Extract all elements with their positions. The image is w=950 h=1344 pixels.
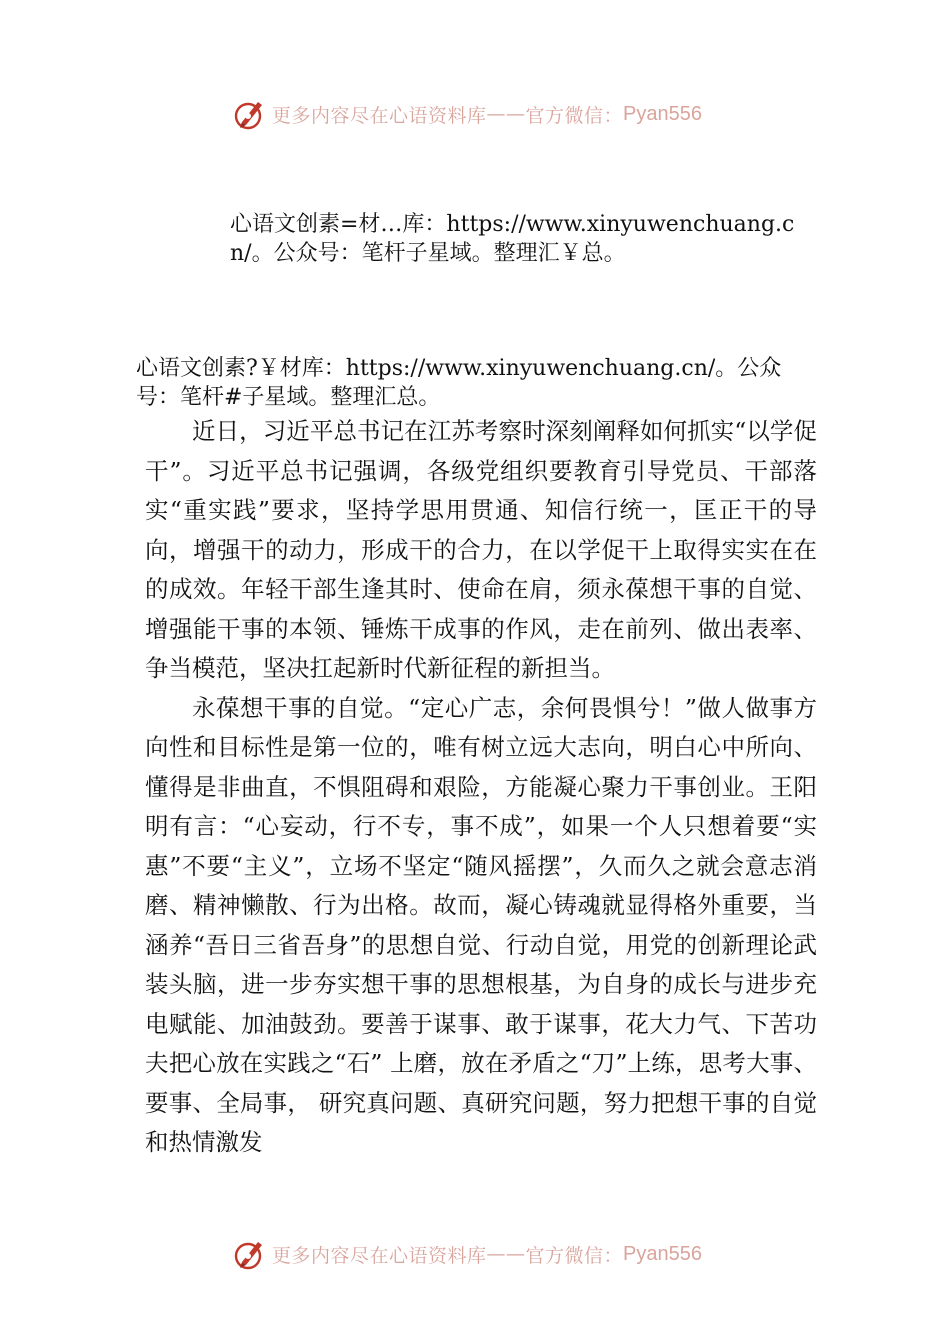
pen-logo-icon: [232, 1236, 268, 1272]
article-body: [145, 412, 817, 1163]
article-paragraph: 永葆想干事的自觉。“定心广志，余何畏惧兮！”做人做事方向性和目标性是第一位的，唯有树立远大志向，明白心中所向、懂得是非曲直，不惧阻碍和艰险，方能凝心聚力干事创业。王阳明有言：“心妄动，行不专，事不成”，如果一个人只想着要“实惠”不要“主义”，立场不坚定“随风摇摆”，久而久之就会意志消磨、精神懒散、行为出格。故而，凝心铸魂就显得格外重要，当涵养“吾日三省吾身”的思想自觉、行动自觉，用党的创新理论武装头脑，进一步夯实想干事的思想根基，为自身的成长与进步充电赋能、加油鼓劲。要善于谋事、敢于谋事，花大力气、下苦功夫把心放在实践之“石” 上磨，放在矛盾之“刀”上练，思考大事、要事、全局事， 研究真问题、真研究问题，努力把想干事的自觉和热情激发: [145, 693, 817, 1156]
source-note-second: 心语文创素?￥材库：https://www.xinyuwenchuang.cn/。公众号：笔杆#子星域。整理汇总。: [136, 356, 782, 410]
banner-dash: ——: [486, 1243, 526, 1265]
banner-text: 更多内容尽在心语资料库: [272, 1244, 487, 1267]
banner-label: 官方微信：: [525, 1244, 624, 1267]
source-note-first: 心语文创素=材…库：https://www.xinyuwenchuang.cn/。公众号：笔杆子星域。整理汇￥总。: [230, 212, 795, 266]
banner-dash: ——: [486, 103, 526, 125]
article-paragraph: 近日，习近平总书记在江苏考察时深刻阐释如何抓实“以学促干”。习近平总书记强调，各级党组织要教育引导党员、干部落实“重实践”要求，坚持学思用贯通、知信行统一，匡正干的导向，增强干的动力，形成干的合力，在以学促干上取得实实在在的成效。年轻干部生逢其时、使命在肩，须永葆想干事的自觉、增强能干事的本领、锤炼干成事的作风，走在前列、做出表率、争当模范，坚决扛起新时代新征程的新担当。: [145, 417, 817, 682]
banner-wechat-id: Pyan556: [623, 1242, 702, 1265]
footer-watermark-banner: [232, 1234, 702, 1274]
banner-label: 官方微信：: [525, 104, 624, 127]
banner-text: 更多内容尽在心语资料库: [272, 104, 487, 127]
pen-logo-icon: [232, 96, 268, 132]
header-watermark-banner: [232, 94, 702, 134]
banner-wechat-id: Pyan556: [623, 102, 702, 125]
